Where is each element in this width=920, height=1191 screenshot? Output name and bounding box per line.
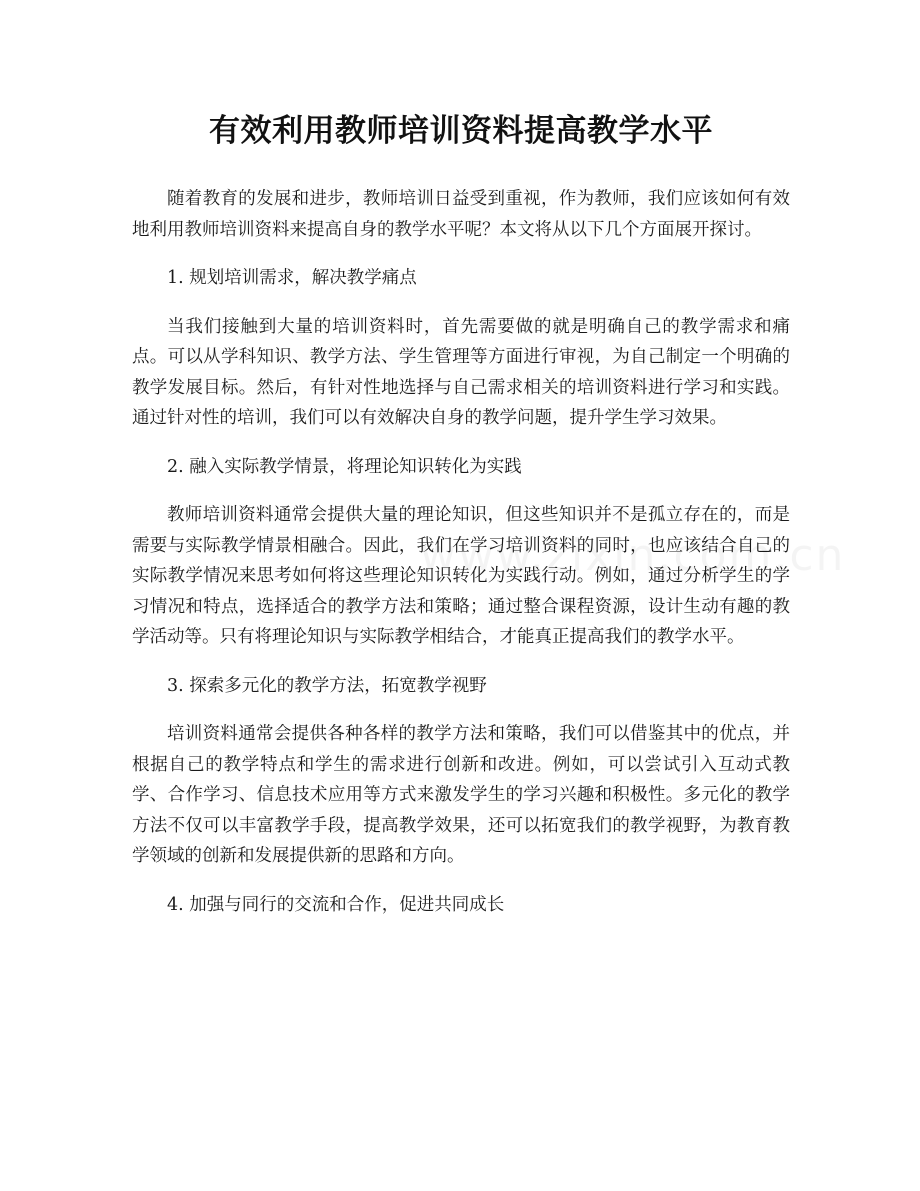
section-paragraph-3: 培训资料通常会提供各种各样的教学方法和策略，我们可以借鉴其中的优点，并根据自己的教学特点和学生的需求进行创新和改进。例如，可以尝试引入互动式教学、合作学习、信息技术应用等方式来激发学生的学习兴趣和积极性。多元化的教学方法不仅可以丰富教学手段，提高教学效果，还可以拓宽我们的教学视野，为教育教学领域的创新和发展提供新的思路和方向。 xyxy=(132,724,790,866)
page-title: 有效利用教师培训资料提高教学水平 xyxy=(209,113,713,149)
section-paragraph-2: 教师培训资料通常会提供大量的理论知识，但这些知识并不是孤立存在的，而是需要与实际教学情景相融合。因此，我们在学习培训资料的同时，也应该结合自己的实际教学情况来思考如何将这些理论知识转化为实践行动。例如，通过分析学生的学习情况和特点，选择适合的教学方法和策略；通过整合课程资源，设计生动有趣的教学活动等。只有将理论知识与实际教学相结合，才能真正提高我们的教学水平。 xyxy=(132,505,790,647)
section-heading-1: 1. 规划培训需求，解决教学痛点 xyxy=(167,268,417,288)
intro-paragraph: 随着教育的发展和进步，教师培训日益受到重视，作为教师，我们应该如何有效地利用教师培训资料来提高自身的教学水平呢？本文将从以下几个方面展开探讨。 xyxy=(132,189,790,240)
section-heading-3: 3. 探索多元化的教学方法，拓宽教学视野 xyxy=(167,675,487,696)
section-heading-2: 2. 融入实际教学情景，将理论知识转化为实践 xyxy=(167,456,522,477)
section-paragraph-1: 当我们接触到大量的培训资料时，首先需要做的就是明确自己的教学需求和痛点。可以从学科知识、教学方法、学生管理等方面进行审视，为自己制定一个明确的教学发展目标。然后，有针对性地选择与自己需求相关的培训资料进行学习和实践。通过针对性的培训，我们可以有效解决自身的教学问题，提升学生学习效果。 xyxy=(132,316,790,428)
document-body xyxy=(132,184,790,920)
section-heading-4: 4. 加强与同行的交流和合作，促进共同成长 xyxy=(167,894,505,915)
